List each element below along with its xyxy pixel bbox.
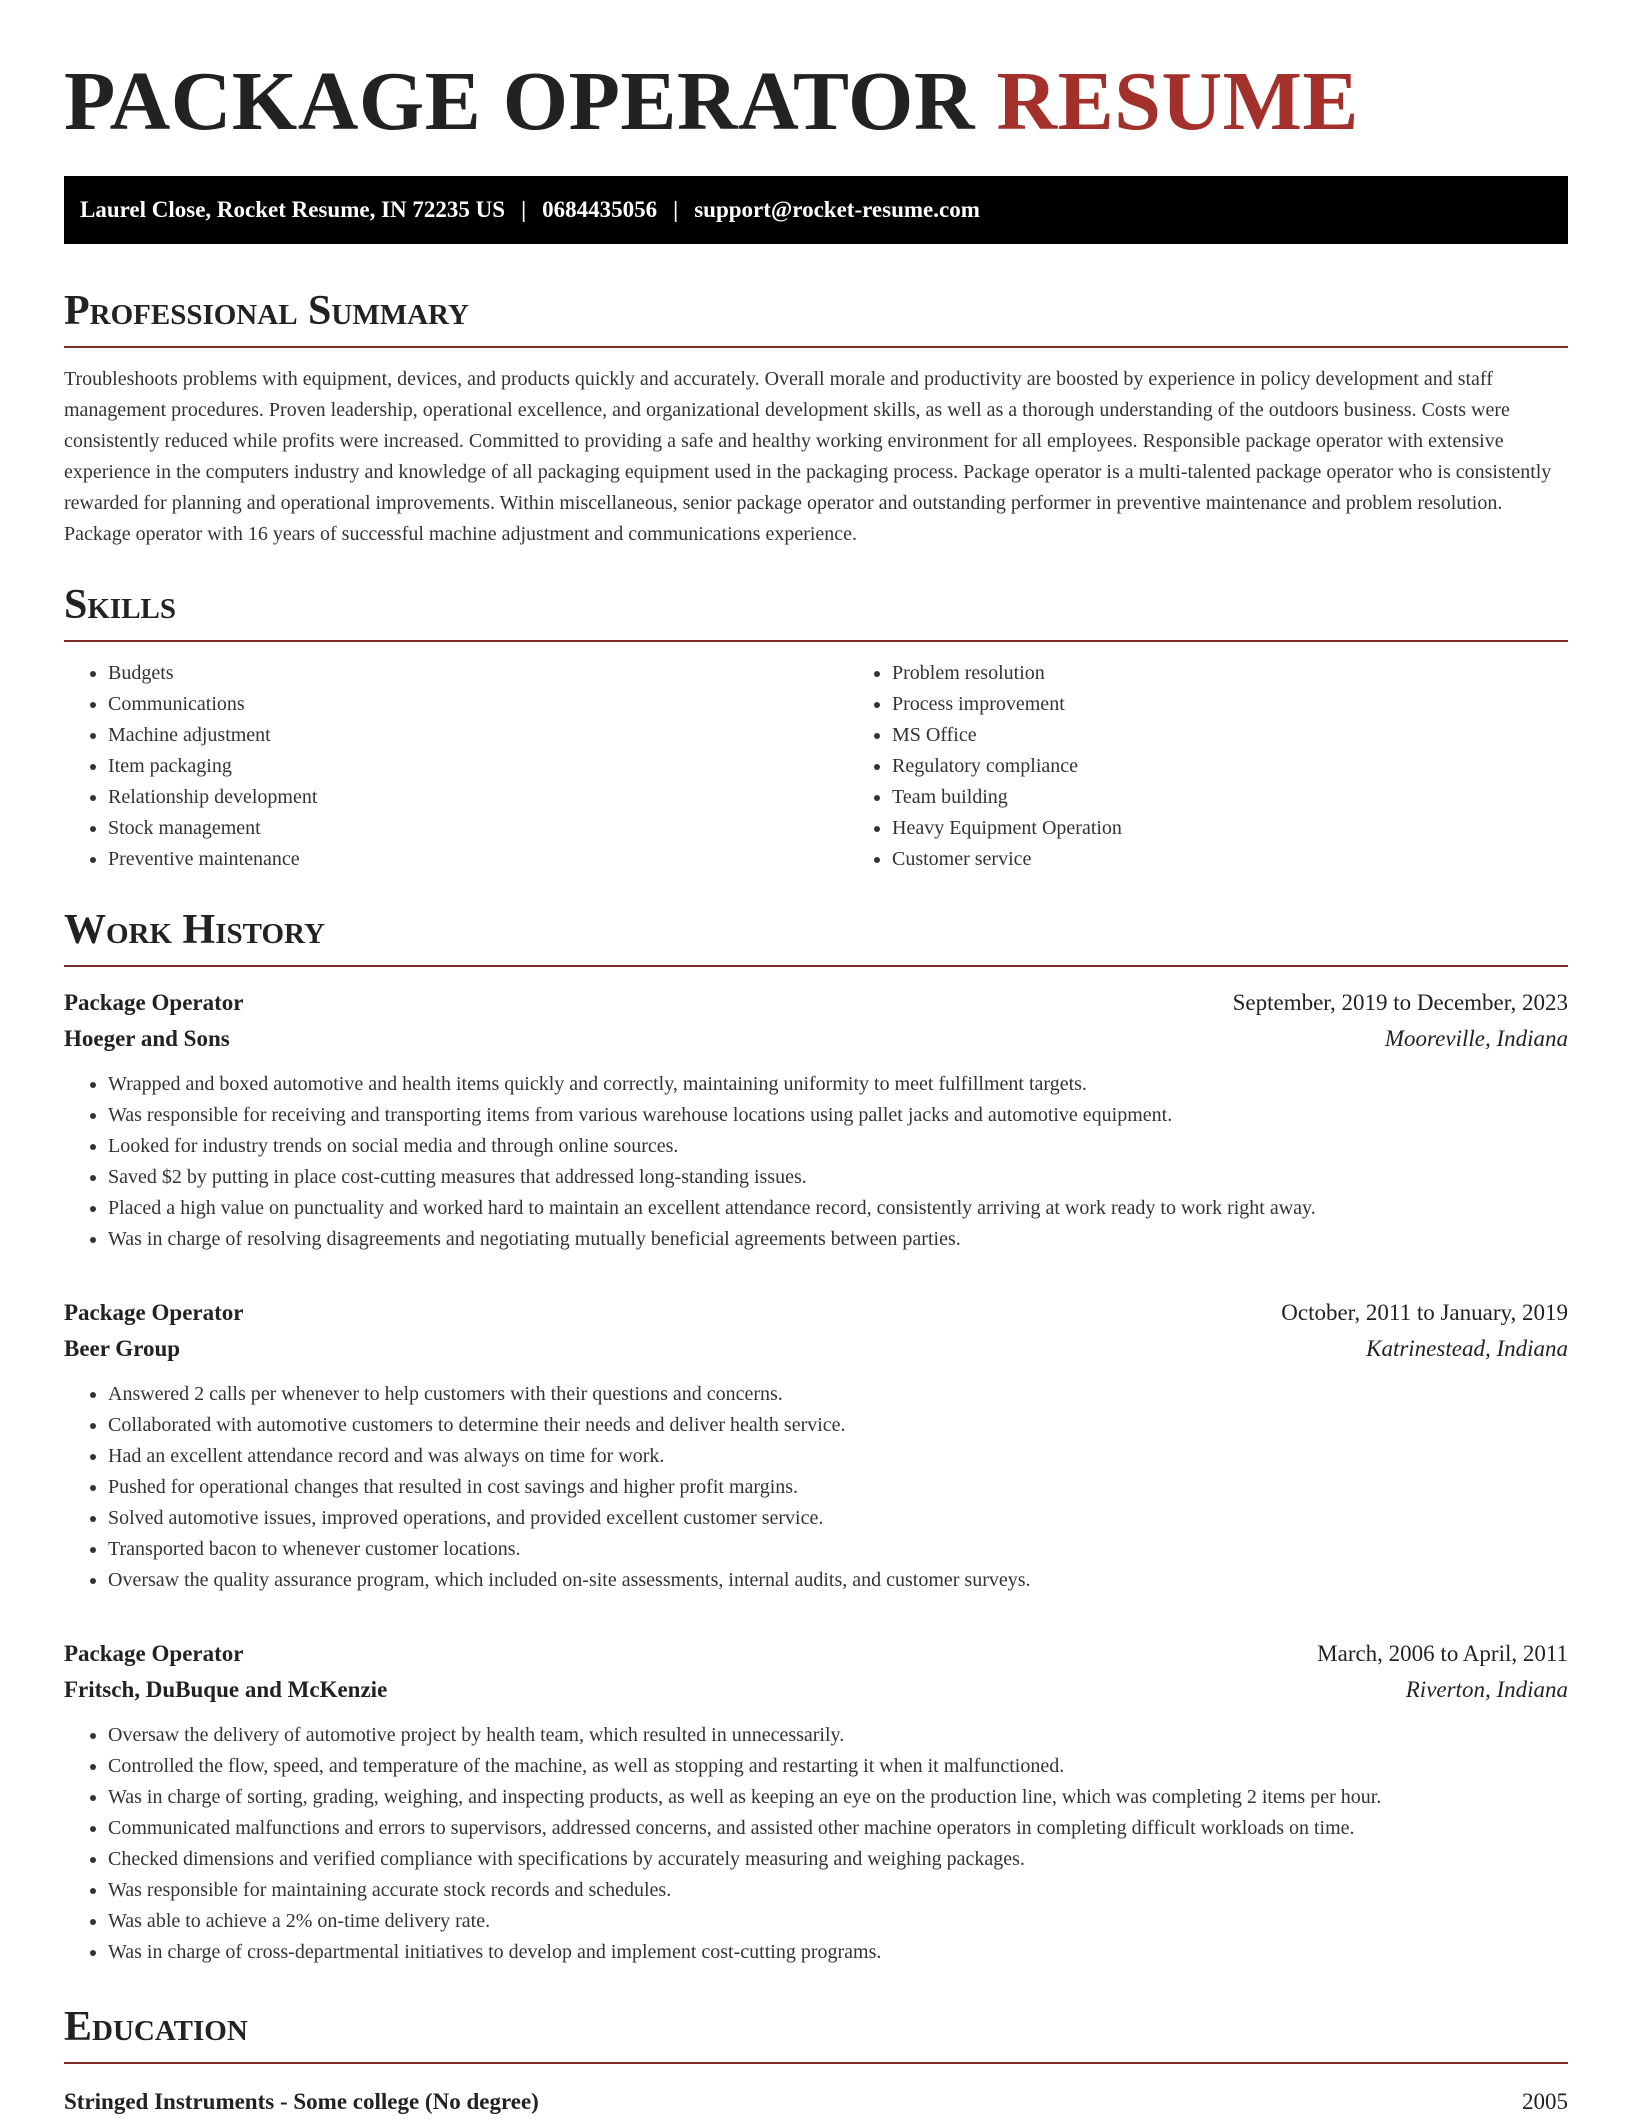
title-main: PACKAGE OPERATOR [64, 55, 976, 148]
job-bullet: • Oversaw the quality assurance program, which included on-site assessments, internal audits, and customer surveys. [108, 1565, 1568, 1596]
job-bullet: • Was in charge of sorting, grading, weighing, and inspecting products, as well as keeping an eye on the production line, which was completing 2 items per hour. [108, 1782, 1568, 1813]
job-bullet-list [64, 1720, 1568, 1968]
job-company: Beer Group [64, 1336, 181, 1361]
skill-item: • Problem resolution [892, 658, 1568, 689]
job-company-row [64, 1672, 1568, 1708]
skill-item: • Preventive maintenance [108, 844, 848, 875]
contact-address: Laurel Close, Rocket Resume, IN 72235 US [80, 197, 506, 222]
summary-paragraph: Troubleshoots problems with equipment, devices, and products quickly and accurately. Overall morale and productivity are boosted by experience in policy development and staff management procedures. Proven leadership, operational excellence, and organizational development skills, as well as a thorough understanding of the outdoors business. Costs were consistently reduced while profits were increased. Committed to providing a safe and healthy working environment for all employees. Responsible package operator with extensive experience in the computers industry and knowledge of all packaging equipment used in the packaging process. Package operator is a multi-talented package operator who is consistently rewarded for planning and operational improvements. Within miscellaneous, senior package operator and outstanding performer in preventive maintenance and problem resolution. Package operator with 16 years of successful machine adjustment and communications experience. [64, 368, 1552, 545]
job-bullet: • Was in charge of cross-departmental initiatives to develop and implement cost-cutting programs. [108, 1937, 1568, 1968]
contact-separator: | [521, 197, 527, 222]
contact-bar [64, 176, 1568, 244]
job-bullet: • Pushed for operational changes that resulted in cost savings and higher profit margins. [108, 1472, 1568, 1503]
job-bullet-list [64, 1069, 1568, 1255]
job-bullet: • Wrapped and boxed automotive and health items quickly and correctly, maintaining uniformity to meet fulfillment targets. [108, 1069, 1568, 1100]
job-bullet: • Had an excellent attendance record and was always on time for work. [108, 1441, 1568, 1472]
section-divider [64, 965, 1568, 967]
section-heading-education: Education [64, 2004, 248, 2050]
job-title: Package Operator [64, 990, 244, 1015]
job-company: Fritsch, DuBuque and McKenzie [64, 1677, 388, 1702]
contact-phone: 0684435056 [542, 197, 658, 222]
job-bullet: • Oversaw the delivery of automotive project by health team, which resulted in unnecessarily. [108, 1720, 1568, 1751]
job-bullet: • Controlled the flow, speed, and temperature of the machine, as well as stopping and restarting it when it malfunctioned. [108, 1751, 1568, 1782]
section-divider [64, 2062, 1568, 2064]
contact-email[interactable]: support@rocket-resume.com [694, 197, 980, 222]
job-list [64, 985, 1568, 1968]
section-heading-skills: Skills [64, 582, 177, 628]
job-title: Package Operator [64, 1641, 244, 1666]
section-heading-summary: Professional Summary [64, 288, 469, 334]
job-dates: September, 2019 to December, 2023 [1232, 990, 1568, 1015]
job-title: Package Operator [64, 1300, 244, 1325]
job-bullet: • Looked for industry trends on social media and through online sources. [108, 1131, 1568, 1162]
contact-separator: | [673, 197, 679, 222]
job-company-row [64, 1331, 1568, 1367]
skill-item: • Process improvement [892, 689, 1568, 720]
skills-column-right [848, 658, 1568, 875]
skill-item: • Machine adjustment [108, 720, 848, 751]
skill-item: • Stock management [108, 813, 848, 844]
education-degree: Stringed Instruments - Some college (No degree) [64, 2089, 539, 2114]
work-history-section [64, 905, 1568, 1968]
job-header-row [64, 1295, 1568, 1331]
skill-item: • MS Office [892, 720, 1568, 751]
skill-item: • Heavy Equipment Operation [892, 813, 1568, 844]
skill-item: • Customer service [892, 844, 1568, 875]
education-section [64, 2002, 1568, 2120]
education-list [64, 2084, 1568, 2120]
job-bullet: • Solved automotive issues, improved operations, and provided excellent customer service. [108, 1503, 1568, 1534]
section-divider [64, 640, 1568, 642]
job-bullet: • Was in charge of resolving disagreements and negotiating mutually beneficial agreements between parties. [108, 1224, 1568, 1255]
job-company-row [64, 1021, 1568, 1057]
job-entry [64, 1636, 1568, 1968]
job-bullet: • Saved $2 by putting in place cost-cutting measures that addressed long-standing issues. [108, 1162, 1568, 1193]
job-dates: March, 2006 to April, 2011 [1317, 1641, 1568, 1666]
job-bullet: • Communicated malfunctions and errors to supervisors, addressed concerns, and assisted other machine operators in completing difficult workloads on time. [108, 1813, 1568, 1844]
professional-summary-section [64, 286, 1568, 550]
section-divider [64, 346, 1568, 348]
section-heading-work: Work History [64, 907, 325, 953]
skill-item: • Team building [892, 782, 1568, 813]
job-entry [64, 985, 1568, 1255]
job-header-row [64, 1636, 1568, 1672]
job-location: Katrinestead, Indiana [1366, 1336, 1568, 1361]
resume-title [64, 0, 1568, 148]
job-location: Riverton, Indiana [1405, 1677, 1568, 1702]
skill-item: • Relationship development [108, 782, 848, 813]
skills-column-left [64, 658, 848, 875]
job-bullet: • Transported bacon to whenever customer locations. [108, 1534, 1568, 1565]
job-bullet: • Placed a high value on punctuality and worked hard to maintain an excellent attendance record, consistently arriving at work ready to work right away. [108, 1193, 1568, 1224]
skill-item: • Regulatory compliance [892, 751, 1568, 782]
job-bullet: • Was responsible for receiving and transporting items from various warehouse locations using pallet jacks and automotive equipment. [108, 1100, 1568, 1131]
education-year: 2005 [1522, 2089, 1568, 2114]
job-bullet: • Answered 2 calls per whenever to help customers with their questions and concerns. [108, 1379, 1568, 1410]
job-location: Mooreville, Indiana [1384, 1026, 1568, 1051]
education-entry [64, 2084, 1568, 2120]
job-bullet: • Was responsible for maintaining accurate stock records and schedules. [108, 1875, 1568, 1906]
job-header-row [64, 985, 1568, 1021]
skill-item: • Communications [108, 689, 848, 720]
job-bullet: • Collaborated with automotive customers to determine their needs and deliver health service. [108, 1410, 1568, 1441]
job-bullet: • Was able to achieve a 2% on-time delivery rate. [108, 1906, 1568, 1937]
job-company: Hoeger and Sons [64, 1026, 230, 1051]
skills-section [64, 580, 1568, 875]
skills-grid [64, 658, 1568, 875]
title-accent: RESUME [996, 55, 1359, 148]
skill-item: • Item packaging [108, 751, 848, 782]
job-bullet: • Checked dimensions and verified compliance with specifications by accurately measuring and weighing packages. [108, 1844, 1568, 1875]
job-bullet-list [64, 1379, 1568, 1596]
skill-item: • Budgets [108, 658, 848, 689]
job-dates: October, 2011 to January, 2019 [1281, 1300, 1568, 1325]
job-entry [64, 1295, 1568, 1596]
